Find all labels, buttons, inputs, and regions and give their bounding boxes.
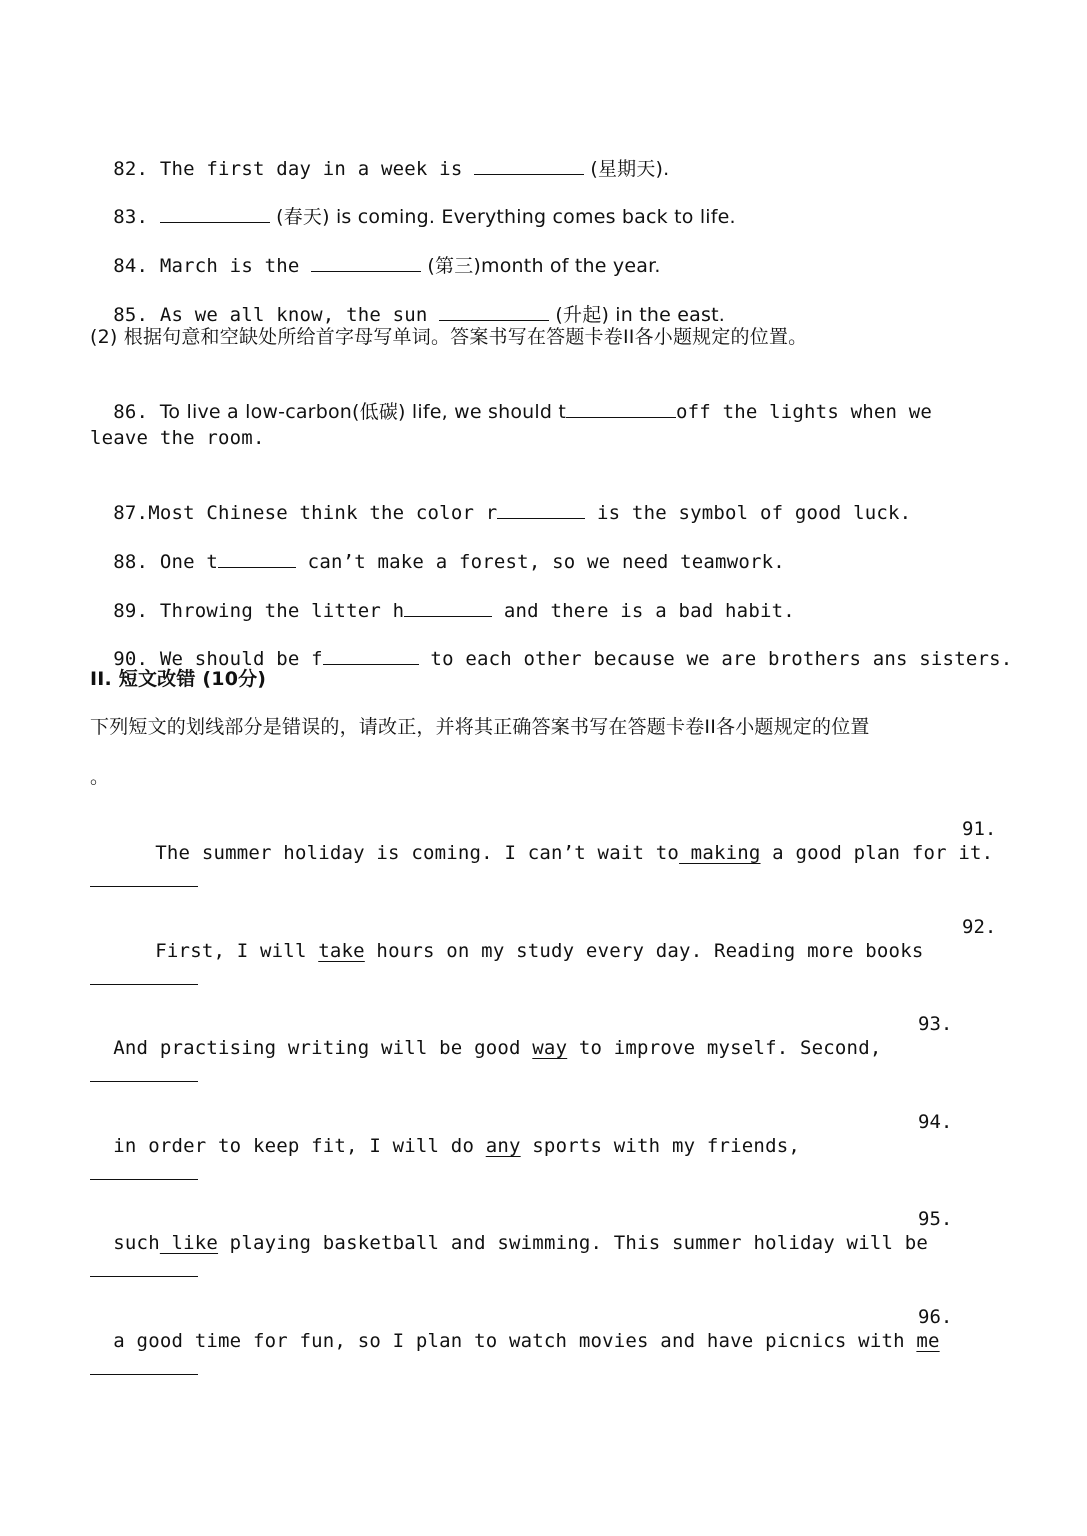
passage-text: The summer holiday is coming. I can’t wait to [155, 842, 680, 864]
answer-line-94[interactable] [90, 1179, 198, 1180]
answer-blank[interactable] [218, 549, 296, 568]
question-text-after: to each other because we are brothers ans sisters. [418, 648, 1013, 670]
question-number: 84. [113, 255, 149, 277]
passage-text: And practising writing will be good [113, 1037, 533, 1059]
passage-line-92 [132, 915, 923, 963]
passage-line-96 [90, 1305, 940, 1353]
question-number: 87. [113, 502, 149, 524]
answer-line-93[interactable] [90, 1081, 198, 1082]
passage-text: such [113, 1232, 160, 1254]
answer-blank[interactable] [497, 500, 585, 519]
part-2-instruction: 下列短文的划线部分是错误的，请改正，并将其正确答案书写在答题卡卷II各小题规定的位置 [90, 716, 870, 738]
question-89 [90, 574, 795, 623]
passage-text-after: a good plan for it. [760, 842, 994, 864]
question-90 [90, 622, 1012, 671]
question-number: 89. [113, 600, 149, 622]
answer-blank[interactable] [474, 156, 584, 175]
question-text-after: and there is a bad habit. [492, 600, 795, 622]
question-88 [90, 525, 785, 574]
answer-line-96[interactable] [90, 1374, 198, 1375]
question-text-after: (升起) in the east. [549, 304, 725, 326]
answer-line-92[interactable] [90, 984, 198, 985]
question-text: March is the [159, 255, 312, 277]
section-2-instruction: (2) 根据句意和空缺处所给首字母写单词。答案书写在答题卡卷II各小题规定的位置。 [90, 326, 808, 348]
passage-line-91 [132, 817, 993, 865]
question-number-94: 94. [918, 1111, 953, 1133]
answer-blank[interactable] [160, 204, 270, 223]
error-underline: me [916, 1330, 940, 1352]
question-text-after: (第三)month of the year. [421, 255, 661, 277]
error-underline: any [485, 1135, 521, 1157]
question-text-after: (星期天). [584, 158, 670, 180]
answer-blank[interactable] [439, 302, 549, 321]
part-2-instruction-end: 。 [90, 766, 110, 788]
question-text: The first day in a week is [159, 158, 475, 180]
passage-line-95 [90, 1207, 928, 1255]
answer-blank[interactable] [311, 253, 421, 272]
question-number: 90. [113, 648, 149, 670]
answer-line-91[interactable] [90, 886, 198, 887]
question-text-after: is the symbol of good luck. [585, 502, 912, 524]
answer-blank[interactable] [404, 598, 492, 617]
question-85 [90, 278, 725, 327]
passage-text: a good time for fun, so I plan to watch movies and have picnics with [113, 1330, 917, 1352]
question-number: 86. [113, 401, 149, 423]
question-number-96: 96. [918, 1306, 953, 1328]
passage-text-after: playing basketball and swimming. This summer holiday will be [218, 1232, 929, 1254]
passage-line-94 [90, 1110, 800, 1158]
question-83 [90, 180, 736, 229]
answer-blank[interactable] [323, 646, 419, 665]
passage-text-after: hours on my study every day. Reading more books [364, 940, 924, 962]
question-text: To live a low-carbon(低碳) life, we should t [159, 401, 567, 423]
question-text: We should be f [159, 648, 323, 670]
error-underline: like [159, 1232, 219, 1254]
question-82 [90, 132, 669, 181]
question-number-93: 93. [918, 1013, 953, 1035]
question-text-after: (春天) is coming. Everything comes back to life. [269, 206, 736, 228]
passage-line-93 [90, 1012, 881, 1060]
answer-line-95[interactable] [90, 1276, 198, 1277]
error-underline: making [679, 842, 761, 864]
question-text: Most Chinese think the color r [148, 502, 498, 524]
answer-blank[interactable] [566, 399, 676, 418]
error-underline: way [532, 1037, 568, 1059]
question-text: Throwing the litter h [159, 600, 405, 622]
question-number: 88. [113, 551, 149, 573]
question-86 [90, 375, 932, 424]
question-number: 83. [113, 206, 149, 228]
error-underline: take [318, 940, 365, 962]
question-number: 85. [113, 304, 149, 326]
passage-text-after: to improve myself. Second, [567, 1037, 882, 1059]
question-86-continued: leave the room. [90, 427, 265, 449]
question-text: As we all know, the sun [159, 304, 440, 326]
question-text-after: can’t make a forest, so we need teamwork. [296, 551, 785, 573]
passage-text-after: sports with my friends, [520, 1135, 800, 1157]
question-text-after: off the lights when we [676, 401, 933, 423]
question-number-91: 91. [962, 818, 997, 840]
question-number: 82. [113, 158, 149, 180]
question-84 [90, 229, 661, 278]
question-text: One t [159, 551, 219, 573]
part-2-title: II. 短文改错 (10分) [90, 668, 267, 690]
passage-text: in order to keep fit, I will do [113, 1135, 486, 1157]
passage-text: First, I will [155, 940, 319, 962]
question-number-92: 92. [962, 916, 997, 938]
question-87 [90, 476, 911, 525]
question-number-95: 95. [918, 1208, 953, 1230]
